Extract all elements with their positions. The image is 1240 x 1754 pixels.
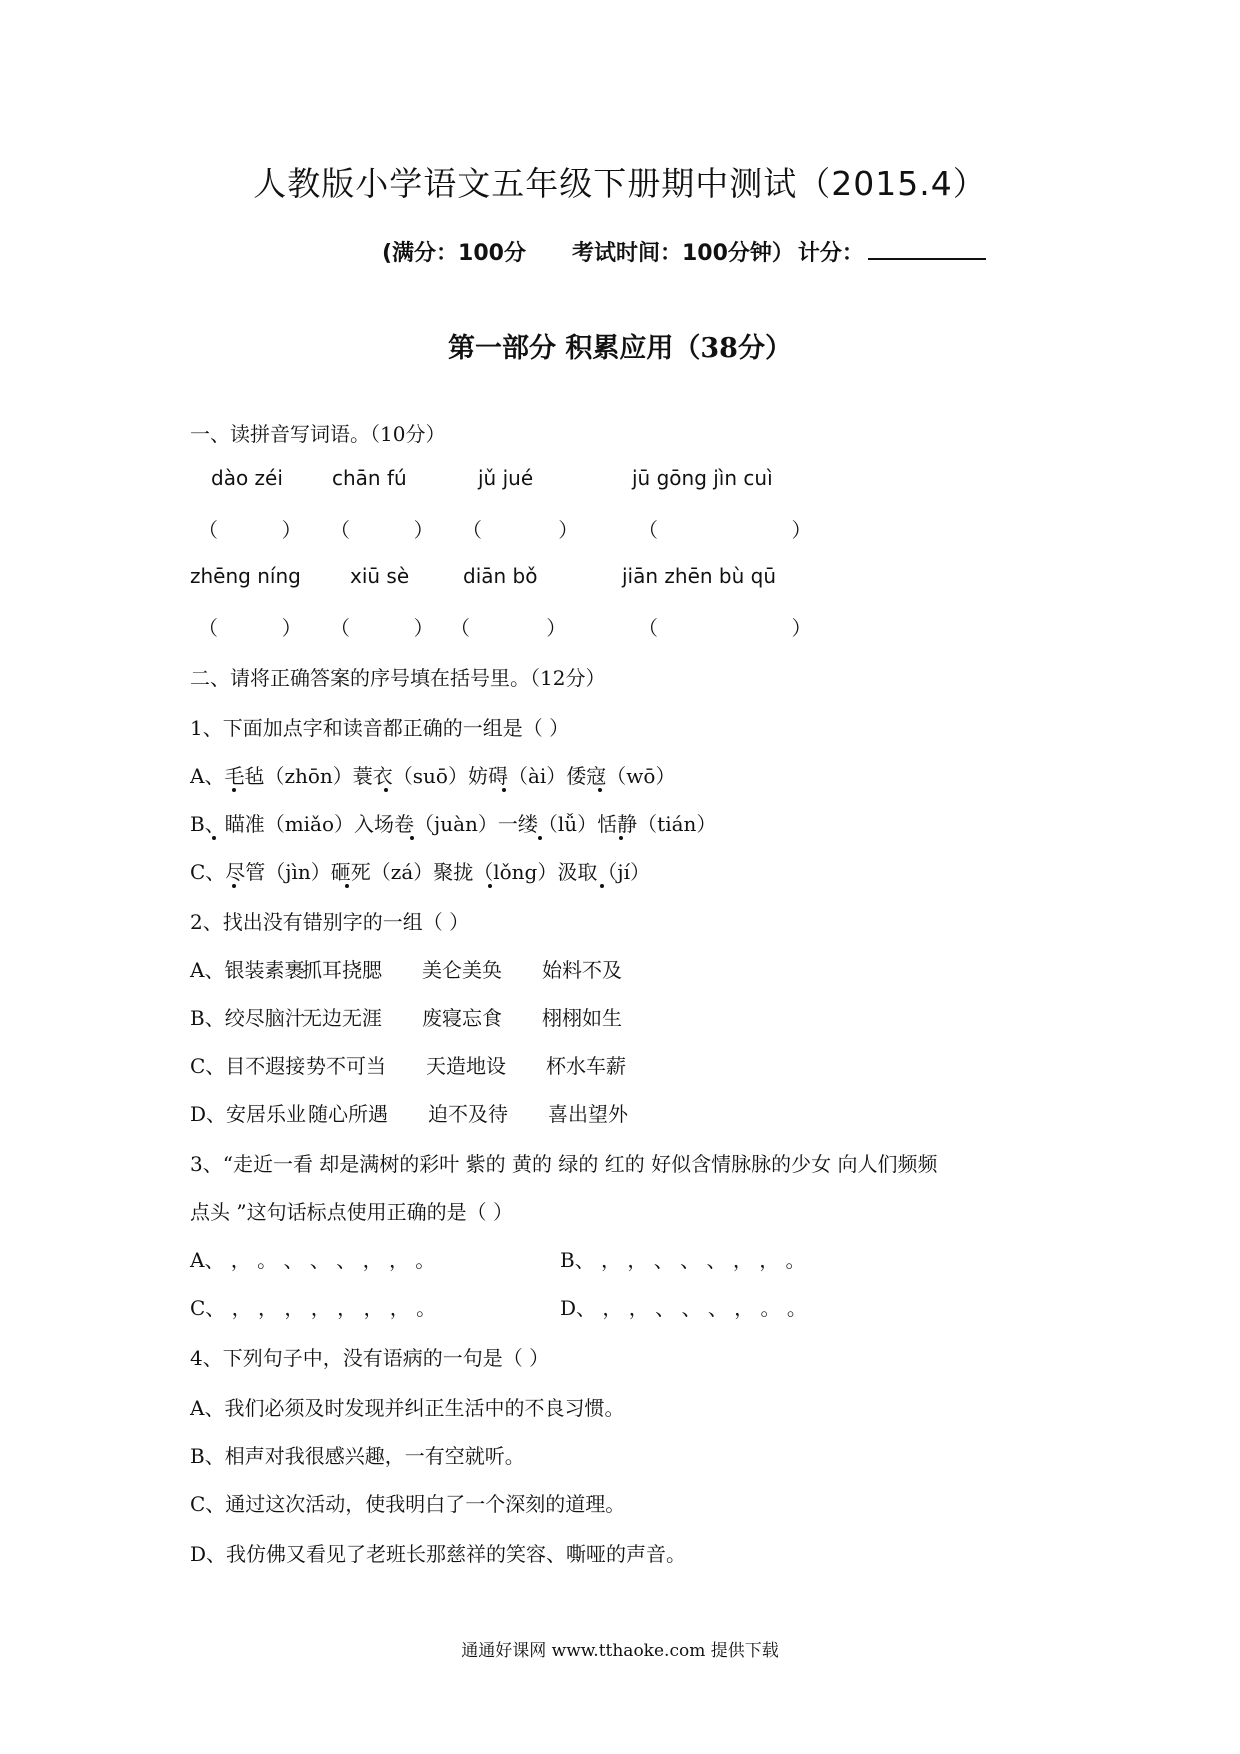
emphasis-dot [232,788,236,792]
q3-option-d: D、 ， ， 、 、 、 ， 。 。 [560,1296,807,1320]
q2-idiom: 栩栩如生 [542,1006,622,1030]
emphasis-dot [345,884,349,888]
q2-idiom: A、银装素裹 [190,958,305,982]
q2-idiom: B、绞尽脑汁 [190,1006,305,1030]
pinyin-8: jiān zhēn bù qū [622,564,777,588]
exam-time: 考试时间：100分钟） [571,241,794,266]
q2-idiom: 美仑美奂 [422,958,502,982]
pinyin-7: diān bǒ [463,564,538,588]
q1-option-c-text: C、尽管（jìn）砸死（zá）聚拢（lǒng）汲取（jí） [190,860,650,884]
pinyin-2: chān fú [332,466,407,490]
q2-idiom: 抓耳挠腮 [302,958,382,982]
q2-idiom: 废寝忘食 [422,1006,502,1030]
pinyin-3: jǔ jué [478,466,534,490]
q4-option-b: B、相声对我很感兴趣，一有空就听。 [190,1444,525,1468]
q2-option-c [190,1050,626,1079]
q3-line1: 3、“走近一看 却是满树的彩叶 紫的 黄的 绿的 红的 好似含情脉脉的少女 向人们频频 [190,1152,938,1176]
q1-option-a [190,760,675,789]
q1-option-b [190,808,716,837]
emphasis-dot [502,788,506,792]
q2-stem: 2、找出没有错别字的一组（ ） [190,910,470,934]
q1-option-a-text: A、毛毡（zhōn）蓑衣（suō）妨碍（ài）倭寇（wō） [190,764,676,788]
pinyin-1: dào zéi [211,466,283,490]
score-label: 计分： [797,241,864,266]
answer-bracket: （ ） [330,518,434,542]
answer-bracket: （ ） [462,518,579,542]
q2-idiom: C、目不遐接 [190,1054,306,1078]
q1-option-b-text: B、瞄准（miǎo）入场卷（juàn）一缕（lǚ）恬静（tián） [190,812,717,836]
q2-idiom: D、安居乐业 [190,1102,307,1126]
emphasis-dot [212,836,216,840]
pinyin-4: jū gōng jìn cuì [632,466,773,490]
pinyin-5: zhēng níng [190,564,301,588]
emphasis-dot [232,884,236,888]
answer-bracket: （ ） [198,518,302,542]
emphasis-dot [538,836,542,840]
q2-option-d [190,1098,628,1127]
emphasis-dot [384,788,388,792]
q3-option-b: B、 ， ， 、 、 、 ， ， 。 [560,1248,806,1272]
q3-option-c: C、 ， ， ， ， ， ， ， 。 [190,1296,437,1320]
q2-idiom: 迫不及待 [428,1102,508,1126]
answer-bracket: （ ） [198,616,302,640]
q2-idiom: 势不可当 [306,1054,386,1078]
q2-option-b [190,1002,622,1031]
q3-line2: 点头 ”这句话标点使用正确的是（ ） [190,1200,513,1224]
answer-bracket: （ ） [638,518,812,542]
full-score: (满分：100分 [382,241,526,266]
q2-idiom: 天造地设 [426,1054,506,1078]
q4-stem: 4、下列句子中，没有语病的一句是（ ） [190,1346,550,1370]
emphasis-dot [410,836,414,840]
q2-idiom: 喜出望外 [548,1102,628,1126]
q2-idiom: 随心所遇 [308,1102,388,1126]
section1-heading: 一、读拼音写词语。（10分） [190,422,446,446]
q4-option-c: C、通过这次活动，使我明白了一个深刻的道理。 [190,1492,626,1516]
q2-idiom: 无边无涯 [302,1006,382,1030]
q2-idiom: 始料不及 [542,958,622,982]
exam-info [382,236,1032,267]
section2-heading: 二、请将正确答案的序号填在括号里。（12分） [190,666,606,690]
q4-option-a: A、我们必须及时发现并纠正生活中的不良习惯。 [190,1396,625,1420]
answer-bracket: （ ） [450,616,567,640]
emphasis-dot [600,884,604,888]
footer-credit: 通通好课网 www.tthaoke.com 提供下载 [461,1641,779,1661]
emphasis-dot [619,836,623,840]
pinyin-6: xiū sè [350,564,410,588]
q3-option-a: A、 ， 。 、 、 、 ， ， 。 [190,1248,436,1272]
score-blank [868,238,986,260]
part-title: 第一部分 积累应用（38分） [448,333,792,364]
emphasis-dot [598,788,602,792]
q1-stem: 1、下面加点字和读音都正确的一组是（ ） [190,716,570,740]
page-title: 人教版小学语文五年级下册期中测试（2015.4） [253,164,987,203]
answer-bracket: （ ） [330,616,434,640]
q2-option-a [190,954,622,983]
q4-option-d: D、我仿佛又看见了老班长那慈祥的笑容、嘶哑的声音。 [190,1542,687,1566]
q2-idiom: 杯水车薪 [546,1054,626,1078]
answer-bracket: （ ） [638,616,812,640]
emphasis-dot [488,884,492,888]
q1-option-c [190,856,650,885]
